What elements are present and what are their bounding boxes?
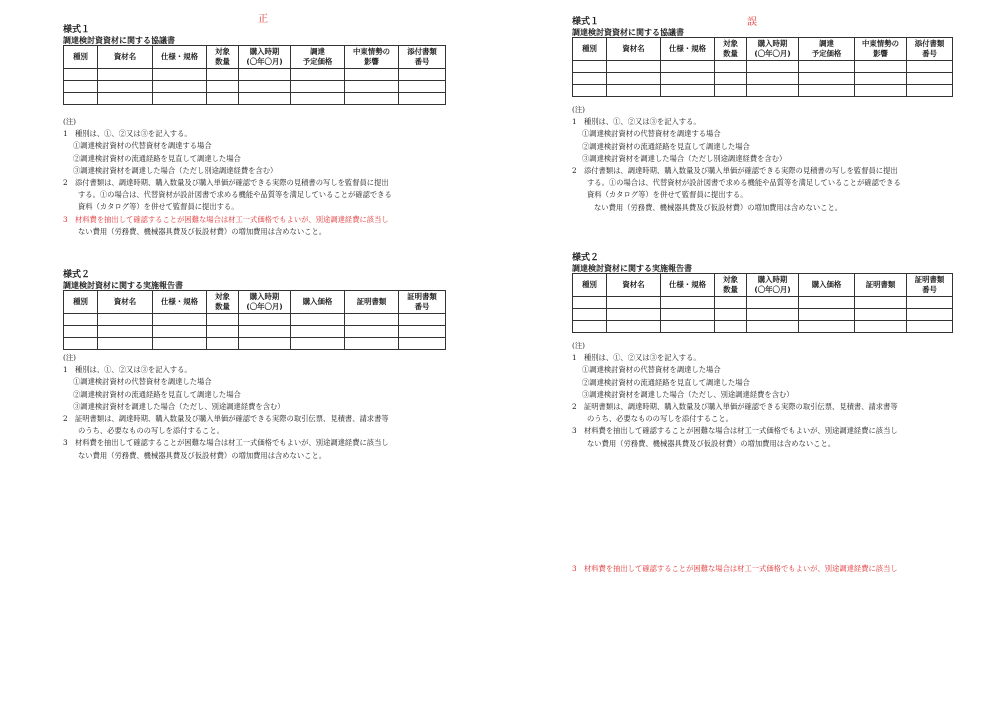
table-cell bbox=[907, 309, 953, 321]
table-cell bbox=[153, 326, 207, 338]
table-cell bbox=[291, 69, 345, 81]
table-cell bbox=[64, 326, 98, 338]
right-stray-note: 3 材料費を抽出して確認することが困難な場合は材工一式価格でもよいが、別途調達経費に該当し bbox=[572, 564, 898, 573]
note-line: ③調達検討資材を調達した場合（ただし、別途調達経費を含む） bbox=[73, 401, 285, 411]
note-line: 1 種別は、①、②又は③を記入する。 bbox=[63, 129, 192, 139]
left-form1-label: 様式１ bbox=[63, 25, 91, 35]
note-line: ③調達検討資材を調達した場合（ただし別途調達経費を含む） bbox=[73, 165, 278, 175]
table-cell bbox=[64, 338, 98, 350]
left-form2-notes bbox=[63, 352, 389, 462]
table-cell bbox=[747, 297, 799, 309]
incorrect-mark: 誤 bbox=[747, 17, 757, 28]
table-cell bbox=[98, 93, 153, 105]
table-row bbox=[64, 326, 446, 338]
table-cell bbox=[715, 85, 747, 97]
right-form2-title: 調達検討資材に関する実施報告書 bbox=[572, 264, 692, 273]
table-header-cell: 証明書類 番号 bbox=[399, 291, 446, 314]
table-header-cell: 対象 数量 bbox=[207, 291, 239, 314]
note-line: (注) bbox=[63, 117, 76, 126]
left-form2-title: 調達検討資材に関する実施報告書 bbox=[63, 281, 183, 290]
left-form1-title: 調達検討資資材に関する協議書 bbox=[63, 36, 175, 45]
note-line: 2 添付書類は、調達時期、購入数量及び購入単価が確認できる実際の見積書の写しを監督員に提出 bbox=[572, 166, 898, 176]
table-cell bbox=[98, 338, 153, 350]
note-line: 資料（カタログ等）を併せて監督員に提出する。 bbox=[78, 202, 239, 212]
table-cell bbox=[715, 321, 747, 333]
table-cell bbox=[573, 309, 607, 321]
table-cell bbox=[907, 85, 953, 97]
table-row bbox=[64, 338, 446, 350]
table-header-cell: 対象 数量 bbox=[715, 274, 747, 297]
table-row bbox=[573, 61, 953, 73]
table-cell bbox=[399, 69, 446, 81]
right-form1-table bbox=[572, 37, 953, 97]
left-form2-label: 様式２ bbox=[63, 270, 91, 280]
table-cell bbox=[98, 326, 153, 338]
table-header-cell: 資材名 bbox=[607, 274, 661, 297]
table-header-cell: 調達 予定価格 bbox=[291, 46, 345, 69]
table-row bbox=[64, 314, 446, 326]
table-cell bbox=[855, 321, 907, 333]
table-cell bbox=[907, 73, 953, 85]
table-cell bbox=[399, 314, 446, 326]
table-header-cell: 対象 数量 bbox=[715, 38, 747, 61]
table-cell bbox=[715, 61, 747, 73]
note-line: 1 種別は、①、②又は③を記入する。 bbox=[572, 353, 701, 363]
note-line: ①調達検討資材の代替資材を調達する場合 bbox=[73, 141, 212, 151]
table-cell bbox=[207, 314, 239, 326]
right-form2-notes bbox=[572, 340, 898, 450]
table-cell bbox=[399, 338, 446, 350]
right-form1-title: 調達検討資資材に関する協議書 bbox=[572, 28, 684, 37]
table-cell bbox=[747, 321, 799, 333]
table-header-cell: 購入時期 (〇年〇月) bbox=[747, 38, 799, 61]
table-cell bbox=[345, 326, 399, 338]
table-cell bbox=[799, 61, 855, 73]
table-cell bbox=[64, 314, 98, 326]
table-cell bbox=[799, 309, 855, 321]
note-line: のうち、必要なものの写しを添付すること。 bbox=[78, 426, 224, 436]
table-cell bbox=[661, 297, 715, 309]
table-cell bbox=[855, 73, 907, 85]
table-cell bbox=[64, 81, 98, 93]
table-cell bbox=[607, 85, 661, 97]
table-cell bbox=[747, 309, 799, 321]
note-line: ない費用（労務費、機械器具費及び仮設材費）の増加費用は含めないこと。 bbox=[587, 438, 836, 448]
table-header-cell: 資材名 bbox=[98, 291, 153, 314]
table-cell bbox=[715, 309, 747, 321]
table-cell bbox=[907, 61, 953, 73]
table-header-cell: 仕様・規格 bbox=[153, 46, 207, 69]
table-cell bbox=[715, 73, 747, 85]
table-header-cell: 種別 bbox=[64, 46, 98, 69]
table-row bbox=[64, 69, 446, 81]
table-cell bbox=[345, 81, 399, 93]
note-line: する。①の場合は、代替資材が設計図書で求める機能や品質等を満足していることが確認できる bbox=[587, 178, 901, 188]
table-cell bbox=[239, 81, 291, 93]
table-header-cell: 購入時期 (〇年〇月) bbox=[239, 291, 291, 314]
note-line: 3 材料費を抽出して確認することが困難な場合は材工一式価格でもよいが、別途調達経費に該当し bbox=[63, 214, 389, 224]
note-line: ①調達検討資材の代替資材を調達した場合 bbox=[582, 365, 721, 375]
table-cell bbox=[799, 321, 855, 333]
note-line: 2 証明書類は、調達時期、購入数量及び購入単価が確認できる実際の取引伝票、見積書、請求書等 bbox=[572, 402, 898, 412]
table-header-cell: 資材名 bbox=[98, 46, 153, 69]
table-cell bbox=[98, 81, 153, 93]
table-cell bbox=[239, 326, 291, 338]
table-header-cell: 種別 bbox=[64, 291, 98, 314]
table-cell bbox=[747, 61, 799, 73]
table-row bbox=[573, 85, 953, 97]
table-cell bbox=[345, 338, 399, 350]
table-header-cell: 仕様・規格 bbox=[153, 291, 207, 314]
table-header-cell: 中東情勢の 影響 bbox=[345, 46, 399, 69]
note-line: ない費用（労務費、機械器具費及び仮設材費）の増加費用は含めないこと。 bbox=[78, 226, 327, 236]
table-header-cell: 証明書類 bbox=[855, 274, 907, 297]
note-line: 2 添付書類は、調達時期、購入数量及び購入単価が確認できる実際の見積書の写しを監督員に提出 bbox=[63, 178, 389, 188]
table-cell bbox=[607, 61, 661, 73]
left-form1-table bbox=[63, 45, 446, 105]
table-cell bbox=[799, 73, 855, 85]
right-form1-notes bbox=[572, 104, 901, 214]
table-cell bbox=[153, 81, 207, 93]
table-cell bbox=[607, 297, 661, 309]
note-line: 3 材料費を抽出して確認することが困難な場合は材工一式価格でもよいが、別途調達経費に該当し bbox=[572, 426, 898, 436]
note-line: (注) bbox=[572, 341, 585, 350]
table-row bbox=[573, 73, 953, 85]
table-cell bbox=[661, 73, 715, 85]
table-cell bbox=[747, 73, 799, 85]
note-line: ない費用（労務費、機械器具費及び仮設材費）の増加費用は含めないこと。 bbox=[594, 202, 843, 212]
table-cell bbox=[291, 314, 345, 326]
table-row bbox=[64, 93, 446, 105]
table-cell bbox=[153, 338, 207, 350]
table-cell bbox=[64, 93, 98, 105]
left-form2-table bbox=[63, 290, 446, 350]
table-cell bbox=[661, 321, 715, 333]
note-line: ②調達検討資材の流通経路を見直して調達した場合 bbox=[582, 377, 750, 387]
table-header-cell: 購入時期 (〇年〇月) bbox=[747, 274, 799, 297]
table-cell bbox=[291, 326, 345, 338]
table-cell bbox=[573, 321, 607, 333]
table-cell bbox=[399, 93, 446, 105]
table-cell bbox=[747, 85, 799, 97]
table-cell bbox=[291, 81, 345, 93]
table-cell bbox=[855, 61, 907, 73]
table-cell bbox=[399, 326, 446, 338]
table-cell bbox=[661, 85, 715, 97]
table-cell bbox=[239, 314, 291, 326]
table-header-cell: 購入価格 bbox=[291, 291, 345, 314]
table-header-cell: 証明書類 番号 bbox=[907, 274, 953, 297]
table-cell bbox=[153, 69, 207, 81]
left-form1-notes bbox=[63, 116, 392, 238]
table-cell bbox=[607, 309, 661, 321]
table-cell bbox=[64, 69, 98, 81]
table-cell bbox=[715, 297, 747, 309]
note-line: ②調達検討資材の流通経路を見直して調達した場合 bbox=[73, 153, 241, 163]
table-cell bbox=[207, 326, 239, 338]
table-header-cell: 対象 数量 bbox=[207, 46, 239, 69]
table-cell bbox=[153, 314, 207, 326]
table-cell bbox=[855, 309, 907, 321]
table-cell bbox=[345, 314, 399, 326]
note-line: 1 種別は、①、②又は③を記入する。 bbox=[63, 365, 192, 375]
table-cell bbox=[607, 321, 661, 333]
note-line: する。①の場合は、代替資材が設計図書で求める機能や品質等を満足していることが確認できる bbox=[78, 190, 392, 200]
table-cell bbox=[855, 85, 907, 97]
table-header-cell: 添付書類 番号 bbox=[399, 46, 446, 69]
table-cell bbox=[799, 297, 855, 309]
table-cell bbox=[907, 297, 953, 309]
table-cell bbox=[855, 297, 907, 309]
table-cell bbox=[573, 297, 607, 309]
table-cell bbox=[207, 69, 239, 81]
table-cell bbox=[239, 338, 291, 350]
table-cell bbox=[345, 69, 399, 81]
table-header-cell: 仕様・規格 bbox=[661, 38, 715, 61]
table-header-cell: 仕様・規格 bbox=[661, 274, 715, 297]
table-header-cell: 調達 予定価格 bbox=[799, 38, 855, 61]
table-cell bbox=[573, 61, 607, 73]
table-cell bbox=[98, 314, 153, 326]
table-cell bbox=[607, 73, 661, 85]
note-line: ②調達検討資材の流通経路を見直して調達した場合 bbox=[582, 141, 750, 151]
table-cell bbox=[207, 93, 239, 105]
table-cell bbox=[907, 321, 953, 333]
note-line: ①調達検討資材の代替資材を調達した場合 bbox=[73, 377, 212, 387]
table-cell bbox=[661, 309, 715, 321]
table-cell bbox=[291, 93, 345, 105]
table-header-cell: 添付書類 番号 bbox=[907, 38, 953, 61]
table-cell bbox=[661, 61, 715, 73]
right-form2-label: 様式２ bbox=[572, 253, 600, 263]
table-cell bbox=[239, 93, 291, 105]
note-line: (注) bbox=[572, 105, 585, 114]
note-line: ②調達検討資材の流通経路を見直して調達した場合 bbox=[73, 389, 241, 399]
note-line: ①調達検討資材の代替資材を調達する場合 bbox=[582, 129, 721, 139]
note-line: ない費用（労務費、機械器具費及び仮設材費）の増加費用は含めないこと。 bbox=[78, 450, 327, 460]
table-row bbox=[573, 321, 953, 333]
table-header-cell: 中東情勢の 影響 bbox=[855, 38, 907, 61]
table-cell bbox=[239, 69, 291, 81]
table-header-cell: 種別 bbox=[573, 38, 607, 61]
note-line: 2 証明書類は、調達時期、購入数量及び購入単価が確認できる実際の取引伝票、見積書、請求書等 bbox=[63, 414, 389, 424]
table-cell bbox=[207, 81, 239, 93]
table-header-cell: 資材名 bbox=[607, 38, 661, 61]
right-form1-label: 様式１ bbox=[572, 17, 600, 27]
note-line: のうち、必要なものの写しを添付すること。 bbox=[587, 414, 733, 424]
table-header-cell: 購入時期 (〇年〇月) bbox=[239, 46, 291, 69]
table-row bbox=[573, 297, 953, 309]
table-cell bbox=[573, 73, 607, 85]
table-cell bbox=[399, 81, 446, 93]
table-row bbox=[64, 81, 446, 93]
note-line: ③調達検討資材を調達した場合（ただし別途調達経費を含む） bbox=[582, 153, 787, 163]
table-header-cell: 種別 bbox=[573, 274, 607, 297]
table-cell bbox=[573, 85, 607, 97]
note-line: 1 種別は、①、②又は③を記入する。 bbox=[572, 117, 701, 127]
note-line: ③調達検討資材を調達した場合（ただし、別途調達経費を含む） bbox=[582, 389, 794, 399]
table-row bbox=[573, 309, 953, 321]
table-cell bbox=[345, 93, 399, 105]
note-line: (注) bbox=[63, 353, 76, 362]
table-cell bbox=[799, 85, 855, 97]
table-cell bbox=[291, 338, 345, 350]
table-header-cell: 購入価格 bbox=[799, 274, 855, 297]
table-cell bbox=[98, 69, 153, 81]
note-line: 資料（カタログ等）を併せて監督員に提出する。 bbox=[587, 190, 748, 200]
note-line: 3 材料費を抽出して確認することが困難な場合は材工一式価格でもよいが、別途調達経費に該当し bbox=[63, 438, 389, 448]
right-form2-table bbox=[572, 273, 953, 333]
table-cell bbox=[153, 93, 207, 105]
correct-mark: 正 bbox=[258, 14, 268, 25]
table-header-cell: 証明書類 bbox=[345, 291, 399, 314]
table-cell bbox=[207, 338, 239, 350]
